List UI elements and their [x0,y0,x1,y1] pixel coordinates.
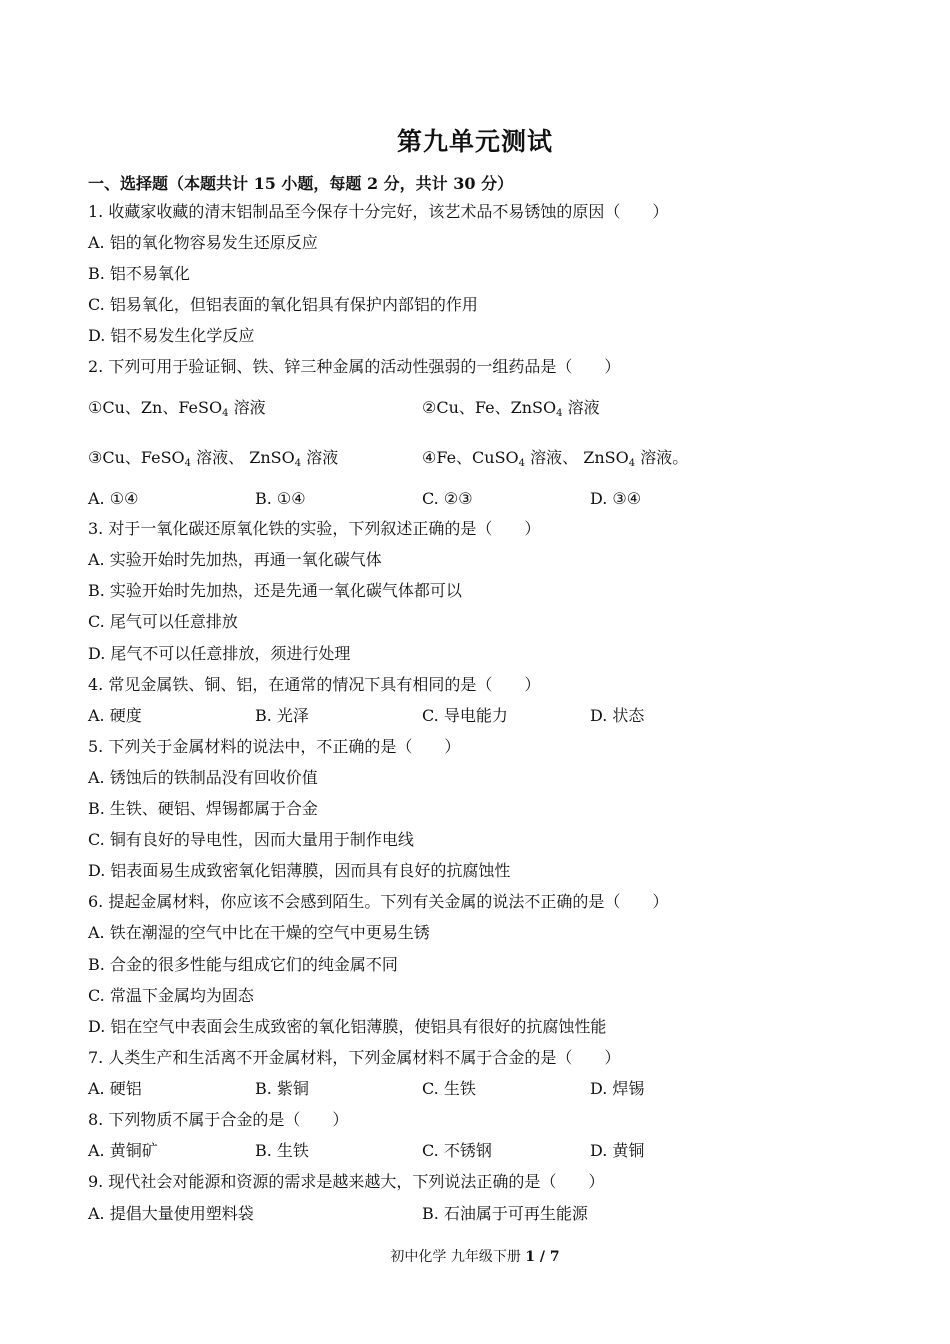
question-4-option-a: A. 硬度 [88,706,142,725]
question-2-stem: 2. 下列可用于验证铜、铁、锌三种金属的活动性强弱的一组药品是（ ） [88,357,621,376]
footer-subject: 初中化学 九年级下册 [390,1249,526,1265]
question-6-option-c: C. 常温下金属均为固态 [88,986,254,1005]
question-5-option-a: A. 锈蚀后的铁制品没有回收价值 [88,768,318,787]
question-6-option-a: A. 铁在潮湿的空气中比在干燥的空气中更易生锈 [88,923,430,942]
question-5-option-c: C. 铜有良好的导电性，因而大量用于制作电线 [88,830,414,849]
question-8-option-d: D. 黄铜 [590,1141,645,1160]
question-3-stem: 3. 对于一氧化碳还原氧化铁的实验，下列叙述正确的是（ ） [88,519,541,538]
question-4-stem: 4. 常见金属铁、铜、铝，在通常的情况下具有相同的是（ ） [88,675,541,694]
question-5-option-b: B. 生铁、硬铝、焊锡都属于合金 [88,799,318,818]
question-2-reagent-1: ①Cu、Zn、FeSO$_4$ 溶液 [88,398,266,419]
section-heading: 一、选择题（本题共计 15 小题，每题 2 分，共计 30 分） [88,174,514,193]
question-2-option-b: B. ①④ [255,489,306,508]
question-7-option-d: D. 焊锡 [590,1079,645,1098]
question-2-option-d: D. ③④ [590,489,642,508]
question-1-option-c: C. 铝易氧化，但铝表面的氧化铝具有保护内部铝的作用 [88,295,478,314]
question-8-stem: 8. 下列物质不属于合金的是（ ） [88,1110,349,1129]
question-3-option-c: C. 尾气可以任意排放 [88,612,238,631]
question-3-option-a: A. 实验开始时先加热，再通一氧化碳气体 [88,550,382,569]
question-2-reagent-3: ③Cu、FeSO$_4$ 溶液、 ZnSO$_4$ 溶液 [88,448,339,469]
question-6-stem: 6. 提起金属材料，你应该不会感到陌生。下列有关金属的说法不正确的是（ ） [88,892,669,911]
question-7-option-a: A. 硬铝 [88,1079,142,1098]
question-7-option-b: B. 紫铜 [255,1079,309,1098]
question-7-stem: 7. 人类生产和生活离不开金属材料，下列金属材料不属于合金的是（ ） [88,1048,621,1067]
footer-page-number: 1 / 7 [525,1249,560,1265]
page-title: 第九单元测试 [396,127,553,156]
question-1-option-a: A. 铝的氧化物容易发生还原反应 [88,233,318,252]
question-4-option-c: C. 导电能力 [422,706,508,725]
question-1-option-b: B. 铝不易氧化 [88,264,190,283]
question-4-option-d: D. 状态 [590,706,645,725]
page-footer [0,1246,950,1266]
question-8-option-c: C. 不锈钢 [422,1141,492,1160]
question-5-stem: 5. 下列关于金属材料的说法中，不正确的是（ ） [88,737,461,756]
question-3-option-d: D. 尾气不可以任意排放，须进行处理 [88,644,351,663]
question-2-reagent-4: ④Fe、CuSO$_4$ 溶液、 ZnSO$_4$ 溶液。 [422,448,689,469]
question-9-stem: 9. 现代社会对能源和资源的需求是越来越大，下列说法正确的是（ ） [88,1172,605,1191]
question-5-option-d: D. 铝表面易生成致密氧化铝薄膜，因而具有良好的抗腐蚀性 [88,861,511,880]
question-2-option-c: C. ②③ [422,489,473,508]
question-8-option-b: B. 生铁 [255,1141,309,1160]
question-1-option-d: D. 铝不易发生化学反应 [88,326,255,345]
question-9-option-a: A. 提倡大量使用塑料袋 [88,1204,254,1223]
question-2-reagent-2: ②Cu、Fe、ZnSO$_4$ 溶液 [422,398,600,419]
question-7-option-c: C. 生铁 [422,1079,476,1098]
question-6-option-d: D. 铝在空气中表面会生成致密的氧化铝薄膜，使铝具有很好的抗腐蚀性能 [88,1017,607,1036]
question-4-option-b: B. 光泽 [255,706,309,725]
question-3-option-b: B. 实验开始时先加热，还是先通一氧化碳气体都可以 [88,581,462,600]
question-9-option-b: B. 石油属于可再生能源 [422,1204,588,1223]
question-1-stem: 1. 收藏家收藏的清末铝制品至今保存十分完好，该艺术品不易锈蚀的原因（ ） [88,202,669,221]
question-2-option-a: A. ①④ [88,489,139,508]
question-6-option-b: B. 合金的很多性能与组成它们的纯金属不同 [88,955,398,974]
question-8-option-a: A. 黄铜矿 [88,1141,158,1160]
